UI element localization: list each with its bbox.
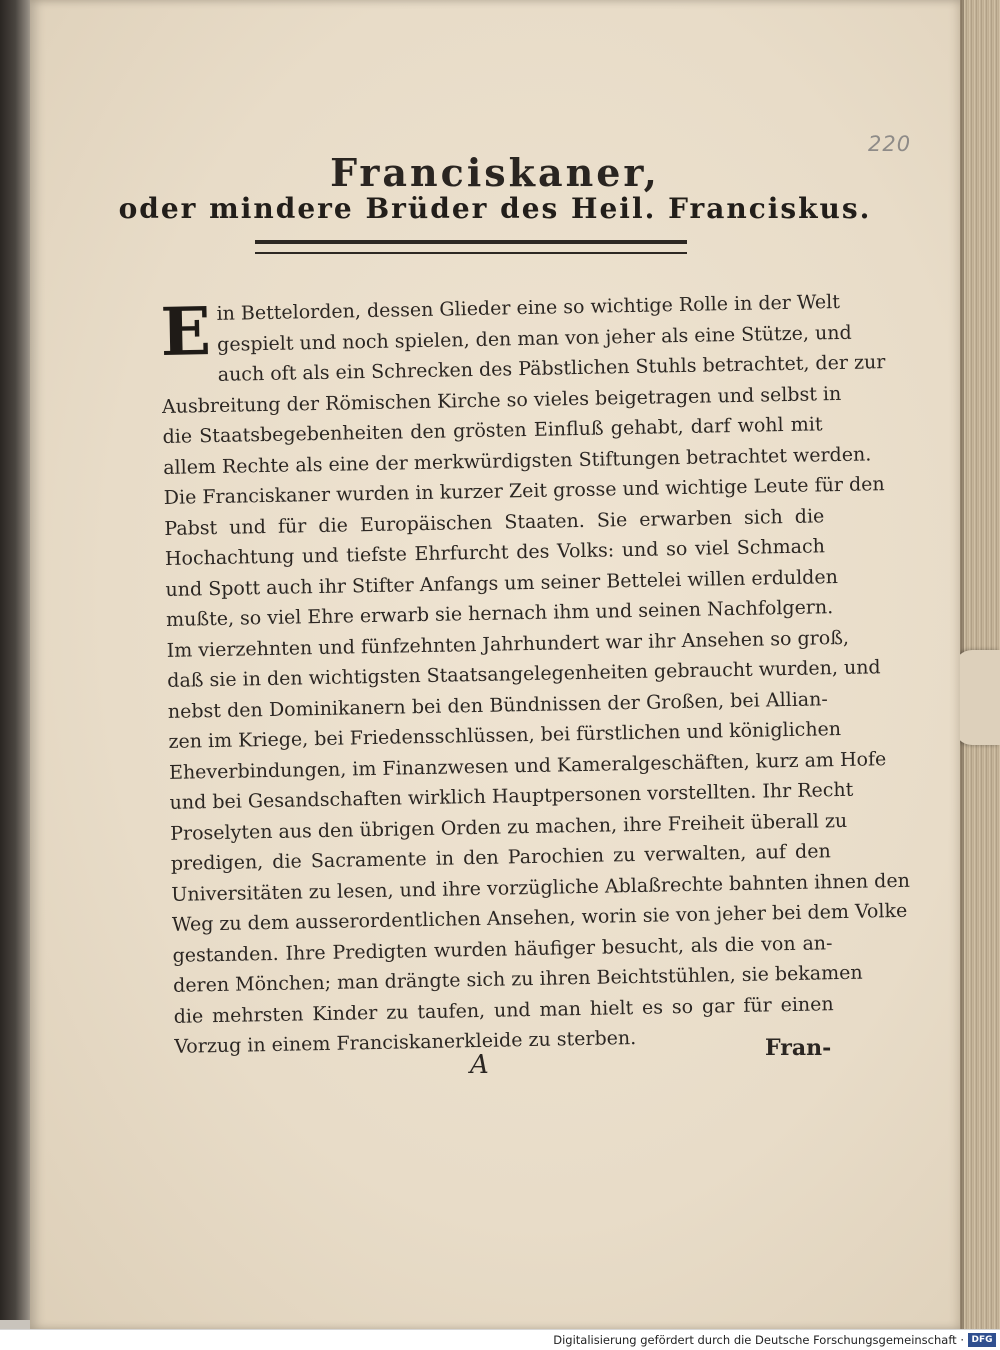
text-line: Universitäten zu lesen, und ihre vorzügliche Ablaßrechte bahnten ihnen den <box>171 869 911 906</box>
text-line: nebst den Dominikanern bei den Bündnissen der Großen, bei Allian- <box>167 687 828 723</box>
book-binding-edge <box>0 0 34 1320</box>
page-title: Franciskaner, <box>330 150 660 195</box>
text-line: deren Mönchen; man drängte sich zu ihren Beichtstühlen, sie bekamen <box>172 961 863 997</box>
text-line: daß sie in den wichtigsten Staatsangelegenheiten gebraucht wurden, und <box>167 656 881 692</box>
text-line: Im vierzehnten und fünfzehnten Jahrhundert war ihr Ansehen so groß, <box>166 626 850 662</box>
text-line: die Staatsbegebenheiten den grösten Einfluß gehabt, darf wohl mit <box>162 413 823 448</box>
signature-mark: A <box>470 1050 489 1080</box>
folio-number: 220 <box>868 132 912 156</box>
text-line: Pabst und für die Europäischen Staaten. Sie erwarben sich die <box>164 504 825 540</box>
text-line: Hochachtung und tiefste Ehrfurcht des Volks: und so viel Schmach <box>164 535 826 570</box>
page-tab <box>954 650 1000 745</box>
book-page <box>30 0 960 1330</box>
text-line: Weg zu dem ausserordentlichen Ansehen, worin sie von jeher bei dem Volke <box>171 899 908 936</box>
page-subtitle: oder mindere Brüder des Heil. Franciskus. <box>118 192 872 225</box>
title-rule-thick <box>255 240 687 244</box>
text-line: auch oft als ein Schrecken des Päbstlichen Stuhls betrachtet, der zur <box>217 351 886 386</box>
footer-credit: Digitalisierung gefördert durch die Deutsche Forschungsgemeinschaft · <box>553 1333 964 1347</box>
footer-bar <box>0 1329 1000 1350</box>
text-line: Proselyten aus den übrigen Orden zu machen, ihre Freiheit überall zu <box>170 809 848 845</box>
text-line: die mehrsten Kinder zu taufen, und man hielt es so gar für einen <box>173 992 834 1028</box>
text-line: in Bettelorden, dessen Glieder eine so wichtige Rolle in der Welt <box>216 290 841 325</box>
title-rule-thin <box>255 252 687 254</box>
catchword: Fran- <box>765 1035 832 1061</box>
text-line: und Spott auch ihr Stifter Anfangs um seiner Bettelei willen erdulden <box>165 565 839 601</box>
text-line: zen im Kriege, bei Friedensschlüssen, bei fürstlichen und königlichen <box>168 718 842 753</box>
text-line: predigen, die Sacramente in den Parochien zu verwalten, auf den <box>170 840 831 875</box>
text-line: mußte, so viel Ehre erwarb sie hernach ihm und seinen Nachfolgern. <box>165 596 834 631</box>
text-line: Eheverbindungen, im Finanzwesen und Kameralgeschäften, kurz am Hofe <box>168 747 887 784</box>
body-text <box>159 287 911 1062</box>
drop-cap: E <box>159 292 212 371</box>
text-line: Vorzug in einem Franciskanerkleide zu sterben. <box>174 1026 637 1058</box>
text-line: gespielt und noch spielen, den man von jeher als eine Stütze, und <box>216 321 852 356</box>
dfg-logo: DFG <box>968 1333 996 1347</box>
text-line: und bei Gesandschaften wirklich Hauptpersonen vorstellten. Ihr Recht <box>169 778 854 814</box>
text-line: gestanden. Ihre Predigten wurden häufiger besucht, als die von an- <box>172 931 833 967</box>
text-line: allem Rechte als eine der merkwürdigsten Stiftungen betrachtet werden. <box>163 442 872 479</box>
text-line: Die Franciskaner wurden in kurzer Zeit grosse und wichtige Leute für den <box>163 473 885 509</box>
text-line: Ausbreitung der Römischen Kirche so vieles beigetragen und selbst in <box>161 382 842 418</box>
